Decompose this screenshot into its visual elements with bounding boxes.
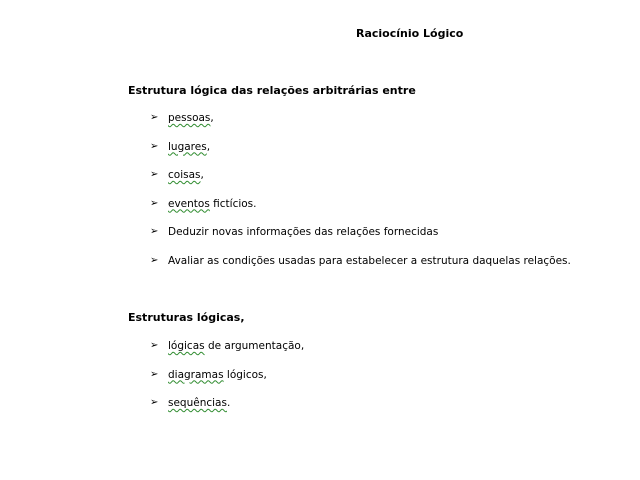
arrow-bullet-icon: ➢ [150,397,159,408]
arrow-bullet-icon: ➢ [150,112,159,123]
list-item-text: coisas, [168,169,204,181]
arrow-bullet-icon: ➢ [150,254,159,266]
misspelled-word[interactable]: eventos [168,197,210,210]
misspelled-word[interactable]: coisas [168,169,201,181]
list-item-text: Deduzir novas informações das relações fornecidas [168,226,439,238]
section-heading-relations: Estrutura lógica das relações arbitrárias entre [128,84,416,97]
list-item-text: diagramas lógicos, [168,368,267,381]
misspelled-word[interactable]: diagramas [168,368,224,381]
arrow-bullet-icon: ➢ [150,340,159,351]
misspelled-word[interactable]: lógicas [168,340,205,352]
arrow-bullet-icon: ➢ [150,226,159,237]
list-item-text: sequências. [168,397,231,409]
arrow-bullet-icon: ➢ [150,140,159,152]
list-item-text: lógicas de argumentação, [168,340,305,352]
section-heading-structures: Estruturas lógicas, [128,311,245,324]
arrow-bullet-icon: ➢ [150,368,159,380]
page-title: Raciocínio Lógico [356,27,464,40]
list-item-text: Avaliar as condições usadas para estabelecer a estrutura daquelas relações. [168,254,571,267]
list-item-text: pessoas, [168,112,214,124]
misspelled-word[interactable]: sequências [168,397,227,409]
list-item-text: lugares, [168,140,211,153]
misspelled-word[interactable]: pessoas [168,112,211,124]
list-item-text: eventos fictícios. [168,197,257,210]
misspelled-word[interactable]: lugares [168,140,207,153]
arrow-bullet-icon: ➢ [150,169,159,180]
arrow-bullet-icon: ➢ [150,197,159,209]
